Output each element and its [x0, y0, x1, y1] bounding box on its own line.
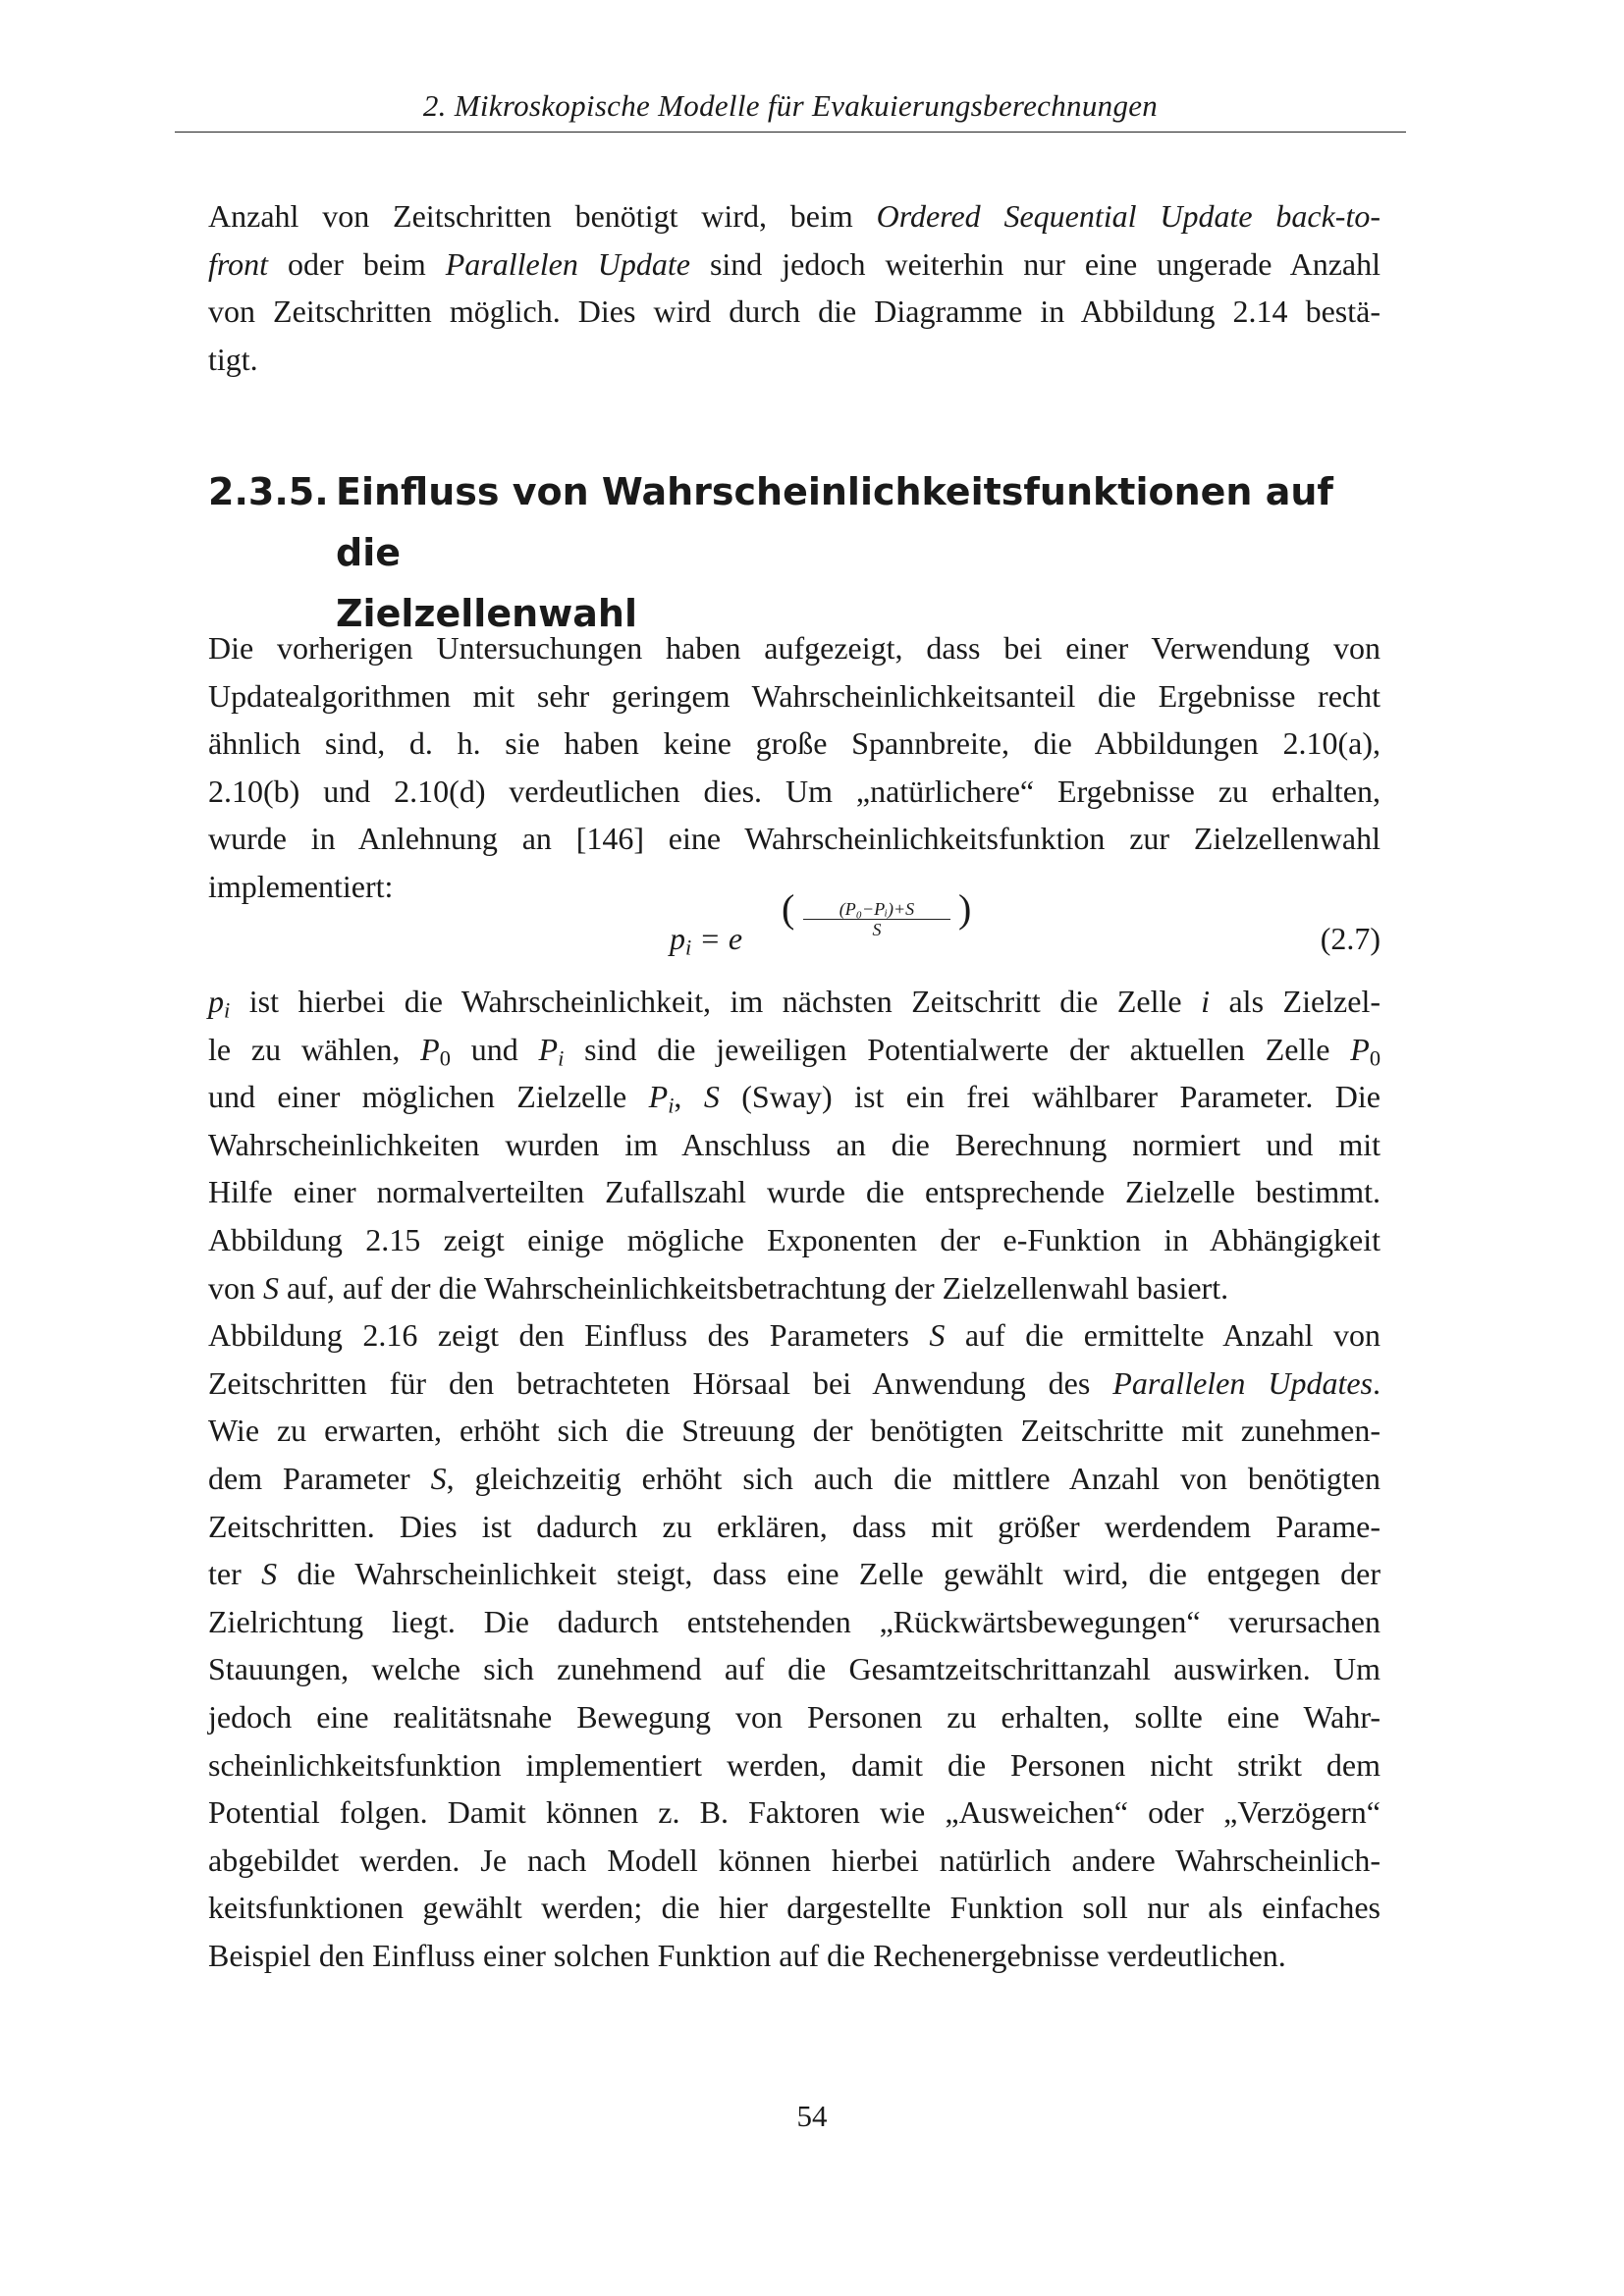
text-line: Abbildung 2.16 zeigt den Einfluss des Parameters S auf die ermittelte Anzahl von	[208, 1317, 1380, 1354]
equation-number: (2.7)	[1320, 921, 1380, 956]
text-line: Hilfe einer normalverteilten Zufallszahl wurde die entsprechende Zielzelle bestimmt.	[208, 1174, 1380, 1210]
paragraph-explanation	[208, 978, 1380, 1979]
section-heading	[208, 461, 1386, 644]
equation-2-7: $p_i = e$ ( $\frac{\text{(P₀−Pᵢ)+S}}{S}$ ) (2.7)	[670, 886, 1380, 960]
text-line: wurde in Anlehnung an [146] eine Wahrscheinlichkeitsfunktion zur Zielzellenwahl	[208, 821, 1380, 857]
text-line: Anzahl von Zeitschritten benötigt wird, beim Ordered Sequential Update back-to-	[208, 198, 1381, 234]
text-line: von S auf, auf der die Wahrscheinlichkeitsbetrachtung der Zielzellenwahl basiert.	[208, 1269, 1229, 1306]
text-line: implementiert:	[208, 868, 394, 904]
text-line: Wie zu erwarten, erhöht sich die Streuung der benötigten Zeitschritte mit zunehmen-	[208, 1413, 1380, 1449]
text-line: Beispiel den Einfluss einer solchen Funktion auf die Rechenergebnisse verdeutlichen.	[208, 1937, 1286, 1973]
header-rule	[175, 132, 1406, 133]
text-line: und einer möglichen Zielzelle $P_i$, S (Sway) ist ein frei wählbarer Parameter. Die	[208, 1079, 1381, 1118]
section-number: 2.3.5.	[208, 470, 329, 513]
exponent-fraction: $\frac{\text{(P₀−Pᵢ)+S}}{S}$	[803, 899, 950, 939]
text-line: ter S die Wahrscheinlichkeit steigt, dass eine Zelle gewählt wird, die entgegen der	[208, 1556, 1381, 1592]
text-line: Abbildung 2.15 zeigt einige mögliche Exponenten der e-Funktion in Abhängigkeit	[208, 1221, 1380, 1257]
text-line: keitsfunktionen gewählt werden; die hier dargestellte Funktion soll nur als einfaches	[208, 1890, 1380, 1926]
text-line: Die vorherigen Untersuchungen haben aufgezeigt, dass bei einer Verwendung von	[208, 630, 1380, 666]
running-head: 2. Mikroskopische Modelle für Evakuierungsberechnungen	[422, 88, 1159, 123]
text-line: tigt.	[208, 341, 258, 377]
text-line: Wahrscheinlichkeiten wurden im Anschluss an die Berechnung normiert und mit	[208, 1126, 1380, 1162]
text-line: scheinlichkeitsfunktion implementiert werden, damit die Personen nicht strikt dem	[208, 1746, 1380, 1783]
text-line: Zeitschritten. Dies ist dadurch zu erklären, dass mit größer werdendem Parame-	[208, 1508, 1380, 1544]
text-line: Zielrichtung liegt. Die dadurch entstehenden „Rückwärtsbewegungen“ verursachen	[208, 1603, 1380, 1639]
text-line: le zu wählen, $P_0$ und $P_i$ sind die jeweiligen Potentialwerte der aktuellen Zelle $P_0$	[208, 1031, 1381, 1071]
text-line: jedoch eine realitätsnahe Bewegung von Personen zu erhalten, sollte eine Wahr-	[208, 1698, 1380, 1735]
section-title-line: Einfluss von Wahrscheinlichkeitsfunktionen auf die	[336, 470, 1333, 574]
text-line: dem Parameter S, gleichzeitig erhöht sich auch die mittlere Anzahl von benötigten	[208, 1460, 1381, 1496]
text-line: 2.10(b) und 2.10(d) verdeutlichen dies. Um „natürlichere“ Ergebnisse zu erhalten,	[208, 773, 1380, 809]
paragraph-motivation	[208, 624, 1380, 911]
section-title-line: Zielzellenwahl	[336, 592, 637, 635]
text-line: ähnlich sind, d. h. sie haben keine große Spannbreite, die Abbildungen 2.10(a),	[208, 725, 1380, 762]
page-number: 54	[796, 2099, 828, 2133]
text-line: Potential folgen. Damit können z. B. Faktoren wie „Ausweichen“ oder „Verzögern“	[208, 1794, 1380, 1831]
text-line: Stauungen, welche sich zunehmend auf die Gesamtzeitschrittanzahl auswirken. Um	[208, 1651, 1380, 1687]
text-line: von Zeitschritten möglich. Dies wird durch die Diagramme in Abbildung 2.14 bestä-	[208, 294, 1380, 330]
text-line: abgebildet werden. Je nach Modell können hierbei natürlich andere Wahrscheinlich-	[208, 1842, 1380, 1878]
text-line: Updatealgorithmen mit sehr geringem Wahrscheinlichkeitsanteil die Ergebnisse recht	[208, 677, 1380, 714]
text-line: $p_i$ ist hierbei die Wahrscheinlichkeit, im nächsten Zeitschritt die Zelle i als Zielzel-	[208, 984, 1381, 1023]
text-line: Zeitschritten für den betrachteten Hörsaal bei Anwendung des Parallelen Updates.	[208, 1364, 1381, 1401]
text-line: front oder beim Parallelen Update sind jedoch weiterhin nur eine ungerade Anzahl	[208, 245, 1380, 282]
paragraph-intro	[208, 192, 1380, 383]
